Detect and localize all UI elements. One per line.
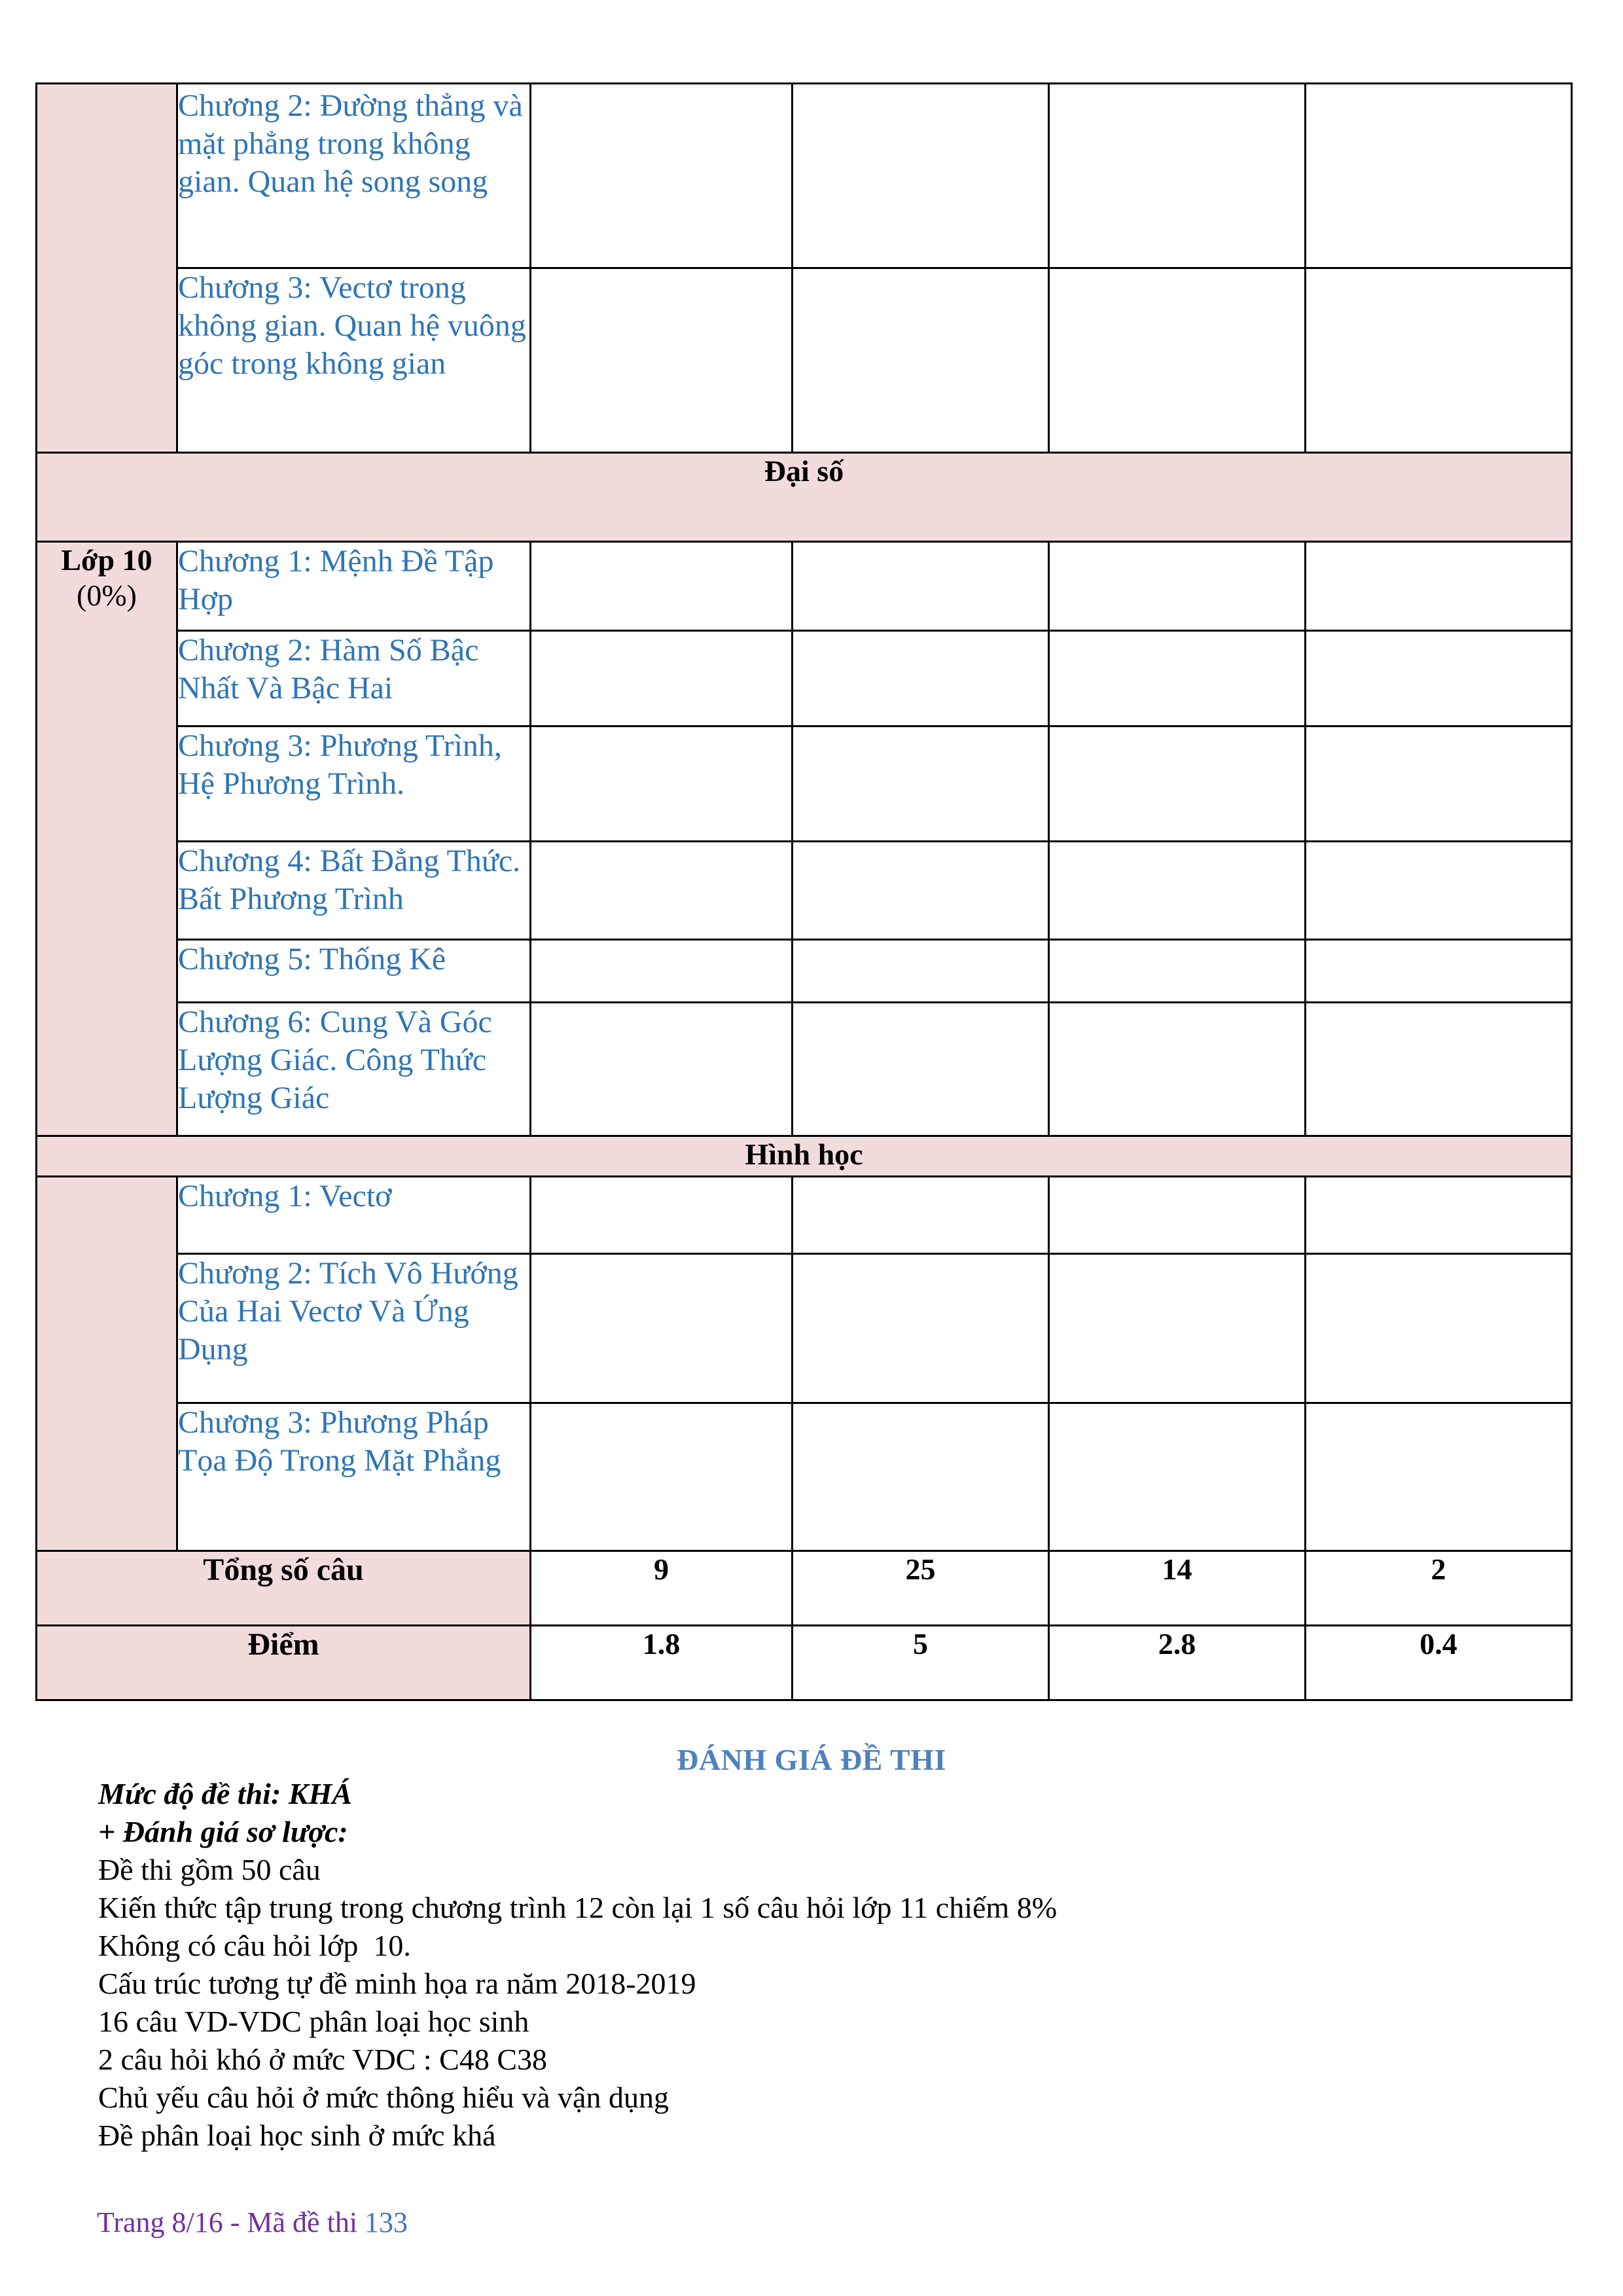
- question-matrix-table: [35, 82, 1573, 1701]
- count-cell: [1306, 631, 1572, 726]
- chapter-cell: Chương 4: Bất Đẳng Thức. Bất Phương Trình: [177, 842, 531, 940]
- count-cell: [1049, 268, 1306, 453]
- score-label: Điểm: [37, 1626, 531, 1700]
- count-cell: [1049, 631, 1306, 726]
- count-cell: [531, 631, 793, 726]
- table-row: [37, 542, 1572, 631]
- count-cell: [531, 1403, 793, 1551]
- chapter-cell: Chương 1: Vectơ: [177, 1177, 531, 1254]
- table-row: [37, 1254, 1572, 1403]
- count-cell: [1306, 842, 1572, 940]
- exam-code-value: 133: [365, 2206, 408, 2238]
- count-cell: [531, 940, 793, 1003]
- count-cell: [531, 542, 793, 631]
- grade-cell-empty: [37, 84, 177, 453]
- count-cell: [531, 726, 793, 842]
- score-value: 0.4: [1306, 1626, 1572, 1700]
- table-row: [37, 726, 1572, 842]
- footer-separator: -: [223, 2206, 247, 2238]
- table-row: [37, 940, 1572, 1003]
- chapter-cell: Chương 2: Đường thẳng và mặt phẳng trong không gian. Quan hệ song song: [177, 84, 531, 268]
- table-row: [37, 84, 1572, 268]
- evaluation-summary-heading: + Đánh giá sơ lược:: [98, 1815, 348, 1848]
- count-cell: [1049, 842, 1306, 940]
- count-cell: [531, 268, 793, 453]
- count-cell: [793, 542, 1049, 631]
- count-cell: [1049, 542, 1306, 631]
- count-cell: [793, 1003, 1049, 1136]
- count-cell: [531, 84, 793, 268]
- count-cell: [1306, 1003, 1572, 1136]
- count-cell: [793, 1254, 1049, 1403]
- grade-10-cell: [37, 542, 177, 1136]
- count-cell: [531, 1003, 793, 1136]
- count-cell: [793, 1403, 1049, 1551]
- score-value: 5: [793, 1626, 1049, 1700]
- evaluation-line: Đề phân loại học sinh ở mức khá: [98, 2119, 496, 2152]
- count-cell: [793, 726, 1049, 842]
- evaluation-line: Đề thi gồm 50 câu: [98, 1853, 321, 1886]
- section-geometry-heading: Hình học: [37, 1136, 1572, 1177]
- chapter-cell: Chương 1: Mệnh Đề Tập Hợp: [177, 542, 531, 631]
- count-cell: [1306, 84, 1572, 268]
- table-row: [37, 1003, 1572, 1136]
- evaluation-line: 16 câu VD-VDC phân loại học sinh: [98, 2005, 529, 2038]
- count-cell: [1049, 726, 1306, 842]
- chapter-cell: Chương 3: Phương Trình, Hệ Phương Trình.: [177, 726, 531, 842]
- count-cell: [531, 842, 793, 940]
- count-cell: [1306, 268, 1572, 453]
- count-cell: [793, 268, 1049, 453]
- score-row: [37, 1626, 1572, 1700]
- page-footer: [97, 2206, 408, 2239]
- count-cell: [531, 1177, 793, 1254]
- chapter-cell: Chương 2: Tích Vô Hướng Của Hai Vectơ Và Ứng Dụng: [177, 1254, 531, 1403]
- count-cell: [793, 631, 1049, 726]
- section-row: [37, 1136, 1572, 1177]
- table-row: [37, 842, 1572, 940]
- evaluation-line: 2 câu hỏi khó ở mức VDC : C48 C38: [98, 2043, 548, 2076]
- total-value: 2: [1306, 1551, 1572, 1626]
- evaluation-body: [98, 1775, 1057, 2155]
- count-cell: [1306, 542, 1572, 631]
- exam-code-label: Mã đề thi: [247, 2206, 365, 2238]
- total-value: 25: [793, 1551, 1049, 1626]
- chapter-cell: Chương 2: Hàm Số Bậc Nhất Và Bậc Hai: [177, 631, 531, 726]
- evaluation-title: ĐÁNH GIÁ ĐỀ THI: [677, 1743, 946, 1776]
- total-value: 9: [531, 1551, 793, 1626]
- chapter-cell: Chương 6: Cung Và Góc Lượng Giác. Công Thức Lượng Giác: [177, 1003, 531, 1136]
- count-cell: [1049, 1003, 1306, 1136]
- count-cell: [793, 84, 1049, 268]
- grade-10-percent: (0%): [77, 579, 137, 612]
- count-cell: [1306, 940, 1572, 1003]
- section-algebra-heading: Đại số: [37, 453, 1572, 542]
- chapter-cell: Chương 3: Phương Pháp Tọa Độ Trong Mặt Phẳng: [177, 1403, 531, 1551]
- chapter-cell: Chương 5: Thống Kê: [177, 940, 531, 1003]
- total-label: Tổng số câu: [37, 1551, 531, 1626]
- count-cell: [1306, 726, 1572, 842]
- score-value: 1.8: [531, 1626, 793, 1700]
- count-cell: [531, 1254, 793, 1403]
- total-row: [37, 1551, 1572, 1626]
- table-row: [37, 268, 1572, 453]
- evaluation-level: Mức độ đề thi: KHÁ: [98, 1777, 352, 1810]
- chapter-cell: Chương 3: Vectơ trong không gian. Quan hệ vuông góc trong không gian: [177, 268, 531, 453]
- count-cell: [1306, 1403, 1572, 1551]
- evaluation-line: Kiến thức tập trung trong chương trình 12 còn lại 1 số câu hỏi lớp 11 chiếm 8%: [98, 1891, 1058, 1924]
- section-row: [37, 453, 1572, 542]
- count-cell: [1306, 1177, 1572, 1254]
- count-cell: [793, 1177, 1049, 1254]
- count-cell: [1049, 84, 1306, 268]
- evaluation-line: Chủ yếu câu hỏi ở mức thông hiểu và vận dụng: [98, 2081, 669, 2114]
- table-row: [37, 631, 1572, 726]
- count-cell: [1306, 1254, 1572, 1403]
- count-cell: [1049, 1254, 1306, 1403]
- count-cell: [1049, 1177, 1306, 1254]
- page-number: Trang 8/16: [97, 2206, 223, 2238]
- count-cell: [1049, 1403, 1306, 1551]
- count-cell: [793, 842, 1049, 940]
- score-value: 2.8: [1049, 1626, 1306, 1700]
- table-row: [37, 1403, 1572, 1551]
- evaluation-line: Cấu trúc tương tự đề minh họa ra năm 2018-2019: [98, 1967, 696, 2000]
- total-value: 14: [1049, 1551, 1306, 1626]
- evaluation-line: Không có câu hỏi lớp 10.: [98, 1929, 411, 1962]
- table-row: [37, 1177, 1572, 1254]
- count-cell: [1049, 940, 1306, 1003]
- grade-cell-empty: [37, 1177, 177, 1551]
- grade-10-label: Lớp 10: [61, 543, 152, 577]
- count-cell: [793, 940, 1049, 1003]
